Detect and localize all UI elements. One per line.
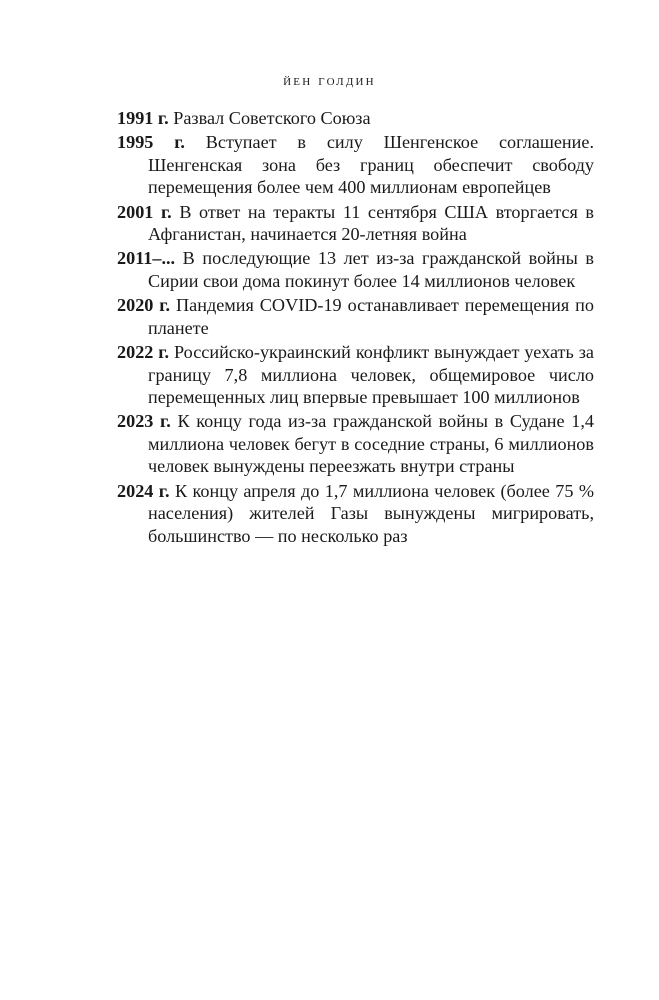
timeline-list (117, 107, 594, 549)
entry-text: Пандемия COVID-19 останавливает перемещения по планете (148, 295, 594, 338)
running-head-author: йен голдин (283, 73, 376, 89)
entry-year: 2001 г. (117, 201, 172, 222)
timeline-entry (117, 341, 594, 409)
timeline-entry (117, 410, 594, 478)
entry-year: 1991 г. (117, 108, 169, 128)
entry-text: К концу года из-за гражданской войны в Судане 1,4 миллиона человек бегут в соседние страны, 6 миллионов человек вынуждены переезжать внутри страны (148, 411, 594, 477)
entry-year: 2020 г. (117, 295, 171, 316)
entry-text: К концу апреля до 1,7 миллиона человек (более 75 % населения) жителей Газы вынуждены мигрировать, большинство — по несколько раз (148, 480, 594, 546)
timeline-entry (117, 480, 594, 548)
entry-year: 2022 г. (117, 341, 170, 362)
entry-year: 2011–... (117, 248, 176, 269)
entry-year: 2024 г. (117, 480, 170, 501)
timeline-entry (117, 247, 594, 292)
entry-text: Российско-украинский конфликт вынуждает уехать за границу 7,8 миллиона человек, общемировое число перемещенных лиц впервые превышает 100 миллионов (148, 341, 594, 408)
entry-text: Вступает в силу Шенгенское соглашение. Шенгенская зона без границ обеспечит свободу перемещения более чем 400 миллионам европейцев (148, 132, 595, 198)
timeline-entry (117, 131, 594, 199)
timeline-entry (117, 201, 594, 246)
entry-year: 1995 г. (117, 132, 185, 153)
entry-text: В ответ на теракты 11 сентября США вторгается в Афганистан, начинается 20-летняя война (148, 201, 594, 245)
entry-text: В последующие 13 лет из-за гражданской войны в Сирии свои дома покинут более 14 миллионов человек (148, 248, 595, 291)
entry-text: Развал Советского Союза (173, 108, 371, 128)
timeline-entry (117, 294, 594, 339)
timeline-entry (117, 107, 594, 130)
entry-year: 2023 г. (117, 411, 171, 432)
